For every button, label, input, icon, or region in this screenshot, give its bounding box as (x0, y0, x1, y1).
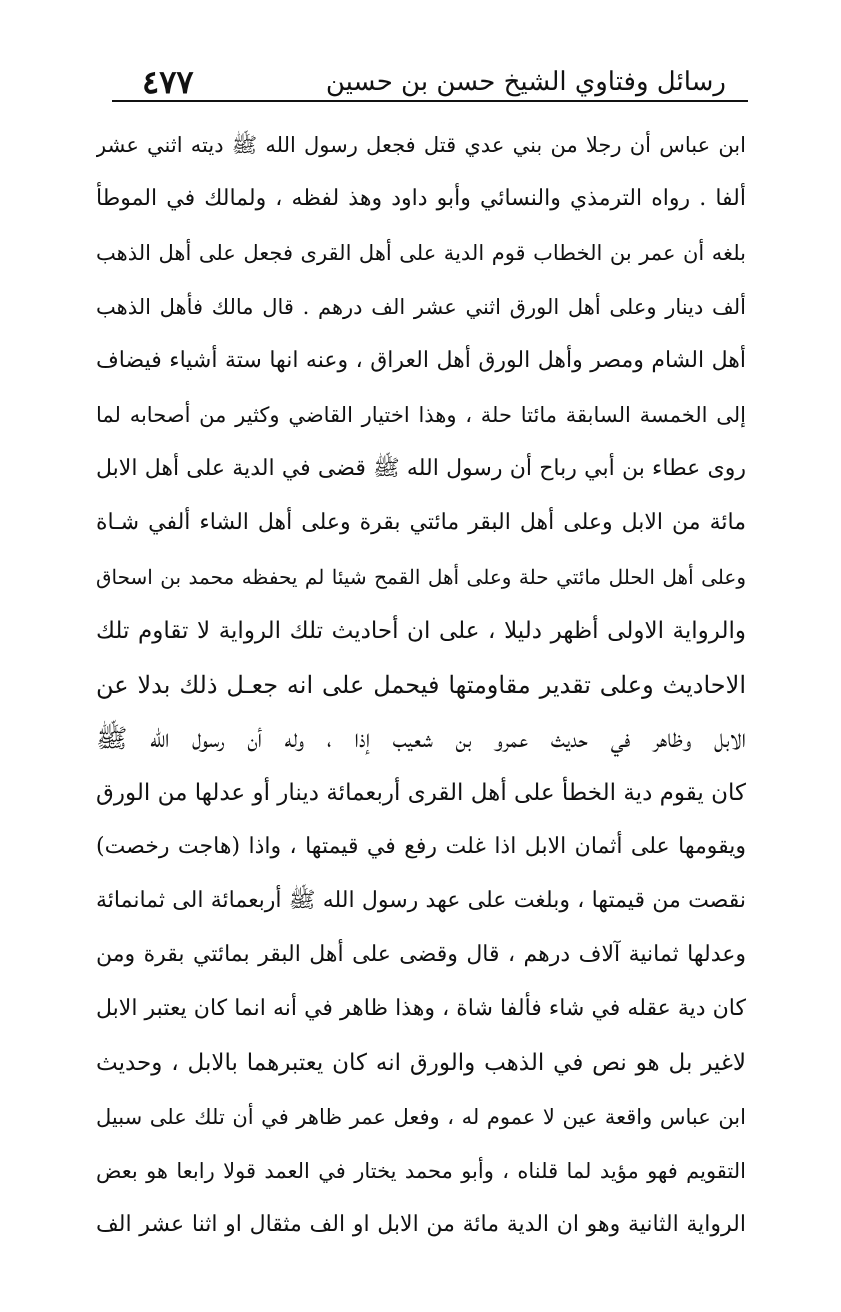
text-line-8: مائة من الابل وعلى أهل البقر مائتي بقرة وعلى أهل الشاء ألفي شـاة (96, 510, 746, 535)
text-line-6: إلى الخمسة السابقة مائتا حلة ، وهذا اختيار القاضي وكثير من أصحابه لما (96, 403, 746, 427)
body-text (96, 118, 746, 1252)
text-line-1: ابن عباس أن رجلا من بني عدي قتل فجعل رسول الله ﷺ ديته اثني عشر (96, 133, 746, 157)
header-rule (112, 100, 748, 102)
text-line-21: الرواية الثانية وهو ان الدية مائة من الابل او الف مثقال او اثنا عشر الف (96, 1212, 746, 1237)
text-line-5: أهل الشام ومصر وأهل الورق أهل العراق ، وعنه انها ستة أشياء فيضاف (96, 348, 746, 373)
running-header (112, 52, 744, 102)
text-line-20: التقويم فهو مؤيد لما قلناه ، وأبو محمد يختار في العمد قولا رابعا هو بعض (96, 1159, 746, 1183)
text-line-14: ويقومها على أثمان الابل اذا غلت رفع في قيمتها ، واذا (هاجت رخصت) (96, 834, 746, 859)
text-line-3: بلغه أن عمر بن الخطاب قوم الدية على أهل القرى فجعل على أهل الذهب (96, 241, 746, 265)
text-line-12: الابل وظاهر في حديث عمرو بن شعيب إذا ، وله أن رسول الله ﷺ (96, 724, 746, 754)
text-line-18: لاغير بل هو نص في الذهب والورق انه كان يعتبرهما بالابل ، وحديث (96, 1050, 746, 1076)
text-line-17: كان دية عقله في شاء فألفا شاة ، وهذا ظاهر في أنه انما كان يعتبر الابل (96, 996, 746, 1021)
page-number: ٤٧٧ (142, 63, 194, 101)
text-line-11: الاحاديث وعلى تقدير مقاومتها فيحمل على انه جعـل ذلك بدلا عن (96, 671, 746, 699)
text-line-15: نقصت من قيمتها ، وبلغت على عهد رسول الله ﷺ أربعمائة الى ثمانمائة (96, 888, 746, 913)
text-line-16: وعدلها ثمانية آلاف درهم ، قال وقضى على أهل البقر بمائتي بقرة ومن (96, 942, 746, 967)
text-line-10: والرواية الاولى أظهر دليلا ، على ان أحاديث تلك الرواية لا تقاوم تلك (96, 618, 746, 644)
text-line-9: وعلى أهل الحلل مائتي حلة وعلى أهل القمح شيئا لم يحفظه محمد بن اسحاق (96, 565, 746, 589)
text-line-2: ألفا . رواه الترمذي والنسائي وأبو داود وهذ لفظه ، ولمالك في الموطأ (96, 186, 746, 211)
text-line-19: ابن عباس واقعة عين لا عموم له ، وفعل عمر ظاهر في أن تلك على سبيل (96, 1105, 746, 1129)
text-line-4: ألف دينار وعلى أهل الورق اثني عشر الف درهم . قال مالك فأهل الذهب (96, 295, 746, 319)
running-title: رسائل وفتاوي الشيخ حسن بن حسين (325, 67, 726, 97)
text-line-13: كان يقوم دية الخطأ على أهل القرى أربعمائة دينار أو عدلها من الورق (96, 780, 746, 806)
text-line-7: روى عطاء بن أبي رباح أن رسول الله ﷺ قضى في الدية على أهل الابل (96, 456, 746, 481)
